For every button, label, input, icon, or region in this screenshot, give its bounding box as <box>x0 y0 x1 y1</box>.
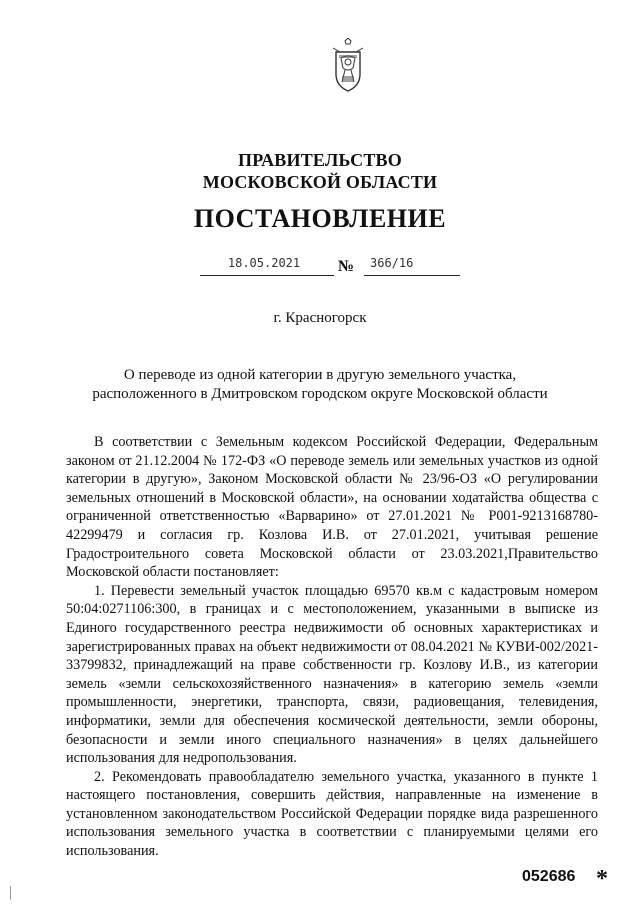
document-number: 366/16 <box>370 256 414 270</box>
item-2-paragraph: 2. Рекомендовать правообладателю земельного участка, указанного в пункте 1 настоящего постановления, совершить действия, направленные на изменение в установленном законодательством Российской Федерации порядке вида разрешенного использования земельного участка в соответствии с планируемыми целями его использования. <box>66 768 598 860</box>
date-underline <box>200 275 334 276</box>
city-name: г. Красногорск <box>273 310 367 326</box>
coat-of-arms-icon <box>328 38 368 94</box>
asterisk-mark: * <box>596 866 608 892</box>
document-body <box>66 433 598 861</box>
government-name-line1: ПРАВИТЕЛЬСТВО <box>238 150 402 170</box>
number-underline <box>364 275 460 276</box>
margin-mark <box>10 886 11 900</box>
document-type-title: ПОСТАНОВЛЕНИЕ <box>193 204 447 233</box>
document-date: 18.05.2021 <box>227 256 301 270</box>
item-1-paragraph: 1. Перевести земельный участок площадью 69570 кв.м с кадастровым номером 50:04:0271106:300, в границах и с местоположением, указанными в выписке из Единого государственного реестра недвижимости об основных характеристиках и зарегистрированных правах на объект недвижимости от 08.04.2021 № КУВИ-002/2021-33799832, принадлежащий на праве собственности гр. Козлову И.В., из категории земель «земли сельскохозяйственного назначения» в категорию земель «земли промышленности, энергетики, транспорта, связи, радиовещания, телевидения, информатики, земли для обеспечения космической деятельности, земли обороны, безопасности и земли иного специального назначения» в целях дальнейшего использования для недропользования. <box>66 582 598 767</box>
subject-line1: О переводе из одной категории в другую земельного участка, <box>123 367 517 383</box>
form-serial-number: 052686 <box>522 868 576 885</box>
government-name-line2: МОСКОВСКОЙ ОБЛАСТИ <box>202 172 438 192</box>
preamble-paragraph: В соответствии с Земельным кодексом Российской Федерации, Федеральным законом от 21.12.2004 № 172-ФЗ «О переводе земель или земельных участков из одной категории в другую», Законом Московской области № 23/96-ОЗ «О регулировании земельных отношений в Московской области», на основании ходатайства общества с ограниченной ответственностью «Варварино» от 27.01.2021 № Р001-9213168780-42299479 и согласия гр. Козлова И.В. от 27.01.2021, учитывая решение Градостроительного совета Московской области от 23.03.2021,Правительство Московской области постановляет: <box>66 434 598 581</box>
number-sign: № <box>338 258 355 275</box>
subject-line2: расположенного в Дмитровском городском округе Московской области <box>92 386 548 402</box>
